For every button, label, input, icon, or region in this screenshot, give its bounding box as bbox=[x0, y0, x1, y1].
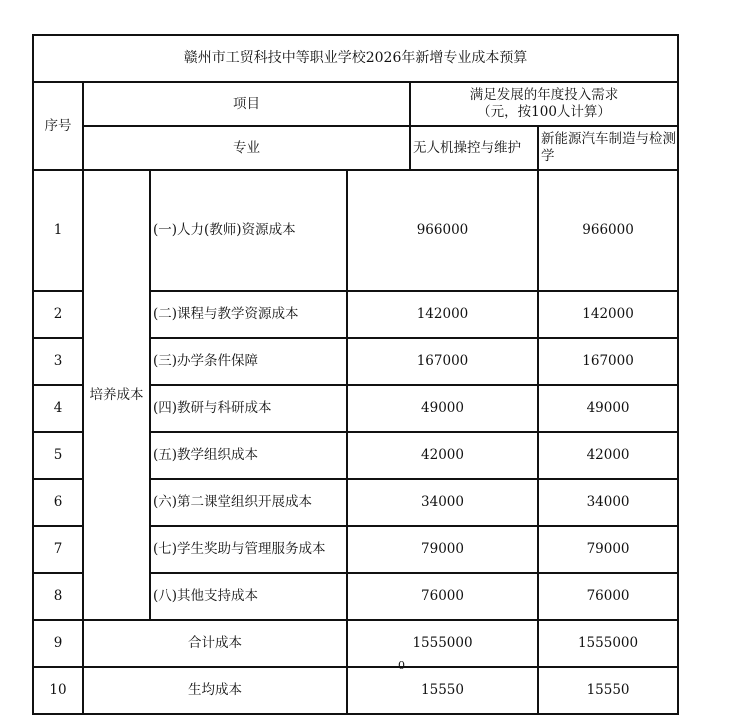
row-number: 9 bbox=[33, 620, 83, 667]
header-major-drone: 无人机操控与维护 bbox=[410, 126, 538, 170]
row-value-drone: 966000 bbox=[347, 170, 538, 291]
row-value-drone: 142000 bbox=[347, 291, 538, 338]
row-item: (四)教研与科研成本 bbox=[150, 385, 347, 432]
header-major-nev: 新能源汽车制造与检测学 bbox=[538, 126, 678, 170]
row-value-drone: 15550 bbox=[347, 667, 538, 714]
row-value-drone: 42000 bbox=[347, 432, 538, 479]
row-item: 合计成本 bbox=[83, 620, 347, 667]
row-number: 10 bbox=[33, 667, 83, 714]
row-item: (六)第二课堂组织开展成本 bbox=[150, 479, 347, 526]
header-demand-line1: 满足发展的年度投入需求 bbox=[469, 87, 619, 103]
row-number: 3 bbox=[33, 338, 83, 385]
header-item: 项目 bbox=[83, 82, 410, 126]
row-value-nev: 966000 bbox=[538, 170, 678, 291]
budget-table bbox=[32, 34, 679, 715]
row-item: (八)其他支持成本 bbox=[150, 573, 347, 620]
row-item: (三)办学条件保障 bbox=[150, 338, 347, 385]
row-number: 4 bbox=[33, 385, 83, 432]
row-number: 7 bbox=[33, 526, 83, 573]
header-demand bbox=[410, 82, 678, 126]
header-seq: 序号 bbox=[33, 82, 83, 170]
category-cell: 培养成本 bbox=[83, 170, 150, 620]
row-value-nev: 167000 bbox=[538, 338, 678, 385]
table-row bbox=[33, 170, 678, 291]
header-major: 专业 bbox=[83, 126, 410, 170]
header-demand-line2: （元，按100人计算） bbox=[477, 104, 611, 120]
row-value-drone: 49000 bbox=[347, 385, 538, 432]
row-item: (二)课程与教学资源成本 bbox=[150, 291, 347, 338]
row-value-drone: 167000 bbox=[347, 338, 538, 385]
row-value-drone: 1555000 bbox=[347, 620, 538, 667]
row-number: 5 bbox=[33, 432, 83, 479]
row-value-nev: 142000 bbox=[538, 291, 678, 338]
table-title: 赣州市工贸科技中等职业学校2026年新增专业成本预算 bbox=[33, 35, 678, 82]
row-number: 2 bbox=[33, 291, 83, 338]
row-value-drone: 79000 bbox=[347, 526, 538, 573]
row-value-drone: 34000 bbox=[347, 479, 538, 526]
row-item: (五)教学组织成本 bbox=[150, 432, 347, 479]
row-item: 生均成本 bbox=[83, 667, 347, 714]
page-number: 0 bbox=[398, 659, 405, 672]
row-value-drone: 76000 bbox=[347, 573, 538, 620]
row-value-nev: 1555000 bbox=[538, 620, 678, 667]
row-value-nev: 76000 bbox=[538, 573, 678, 620]
row-value-nev: 34000 bbox=[538, 479, 678, 526]
row-number: 6 bbox=[33, 479, 83, 526]
row-number: 8 bbox=[33, 573, 83, 620]
row-value-nev: 42000 bbox=[538, 432, 678, 479]
table-row bbox=[33, 667, 678, 714]
table-row bbox=[33, 620, 678, 667]
row-item: (七)学生奖助与管理服务成本 bbox=[150, 526, 347, 573]
row-item: (一)人力(教师)资源成本 bbox=[150, 170, 347, 291]
row-number: 1 bbox=[33, 170, 83, 291]
row-value-nev: 15550 bbox=[538, 667, 678, 714]
row-value-nev: 79000 bbox=[538, 526, 678, 573]
row-value-nev: 49000 bbox=[538, 385, 678, 432]
